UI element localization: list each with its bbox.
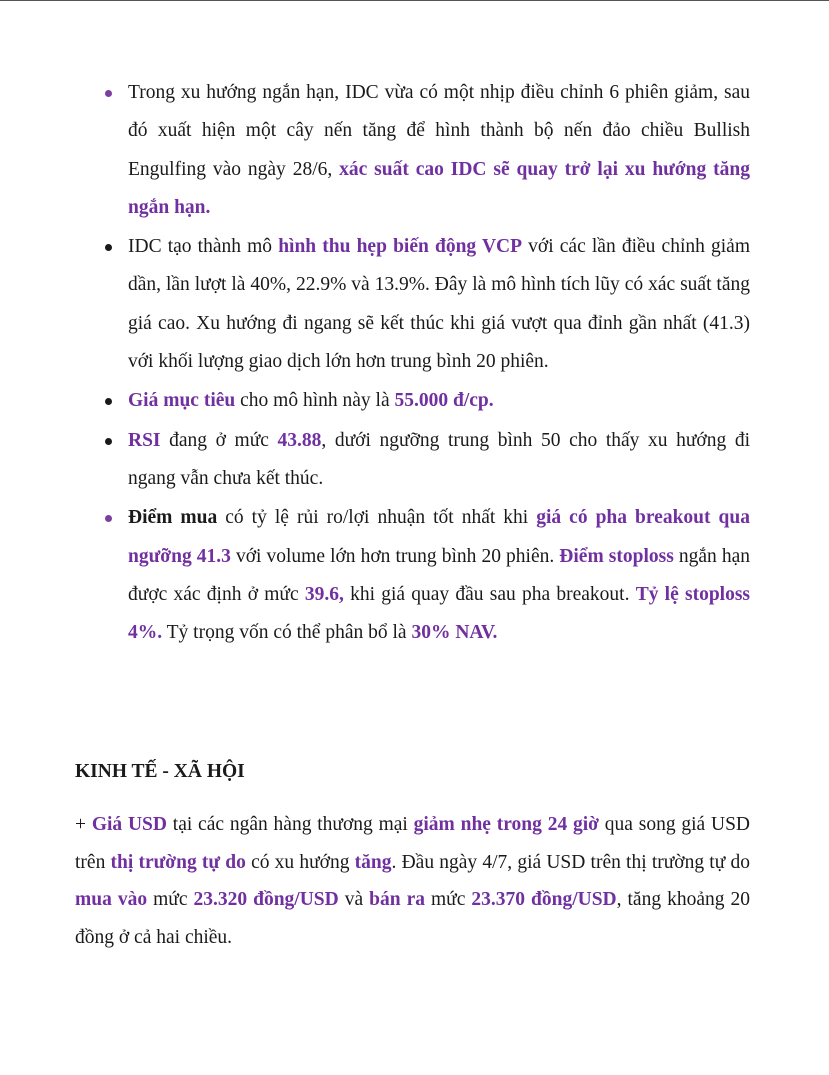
bullet-dot-icon [105, 90, 112, 97]
top-border-line [0, 0, 829, 1]
bullet-text: IDC tạo thành mô hình thu hẹp biến động VCP với các lần điều chỉnh giảm dần, lần lượt là 40%, 22.9% và 13.9%. Đây là mô hình tích lũy có xác suất tăng giá cao. Xu hướng đi ngang sẽ kết thúc khi giá vượt qua đỉnh gần nhất (41.3) với khối lượng giao dịch lớn hơn trung bình 20 phiên. [128, 236, 750, 373]
list-item [105, 422, 750, 499]
bullet-dot-icon [105, 244, 112, 251]
usd-price-paragraph: + Giá USD tại các ngân hàng thương mại giảm nhẹ trong 24 giờ qua song giá USD trên thị trường tự do có xu hướng tăng. Đầu ngày 4/7, giá USD trên thị trường tự do mua vào mức 23.320 đồng/USD và bán ra mức 23.370 đồng/USD, tăng khoảng 20 đồng ở cả hai chiều. [75, 814, 751, 948]
bullet-dot-icon [105, 515, 112, 522]
list-item [105, 382, 750, 420]
list-item [105, 499, 750, 652]
bullet-text: Điểm mua có tỷ lệ rủi ro/lợi nhuận tốt nhất khi giá có pha breakout qua ngưỡng 41.3 với volume lớn hơn trung bình 20 phiên. Điểm stoploss ngắn hạn được xác định ở mức 39.6, khi giá quay đầu sau pha breakout. Tỷ lệ stoploss 4%. Tỷ trọng vốn có thể phân bổ là 30% NAV. [128, 507, 751, 644]
bullet-dot-icon [105, 398, 112, 405]
bullet-text: Giá mục tiêu cho mô hình này là 55.000 đ/cp. [128, 390, 494, 412]
bullet-text: Trong xu hướng ngắn hạn, IDC vừa có một nhịp điều chỉnh 6 phiên giảm, sau đó xuất hiện một cây nến tăng để hình thành bộ nến đảo chiều Bullish Engulfing vào ngày 28/6, xác suất cao IDC sẽ quay trở lại xu hướng tăng ngắn hạn. [128, 82, 750, 218]
section-heading: KINH TẾ - XÃ HỘI [75, 761, 245, 782]
analysis-bullet-list [105, 74, 750, 653]
bullet-dot-icon [105, 438, 112, 445]
bullet-text: RSI đang ở mức 43.88, dưới ngưỡng trung bình 50 cho thấy xu hướng đi ngang vẫn chưa kết thúc. [128, 429, 750, 489]
list-item [105, 228, 750, 381]
list-item [105, 74, 750, 227]
